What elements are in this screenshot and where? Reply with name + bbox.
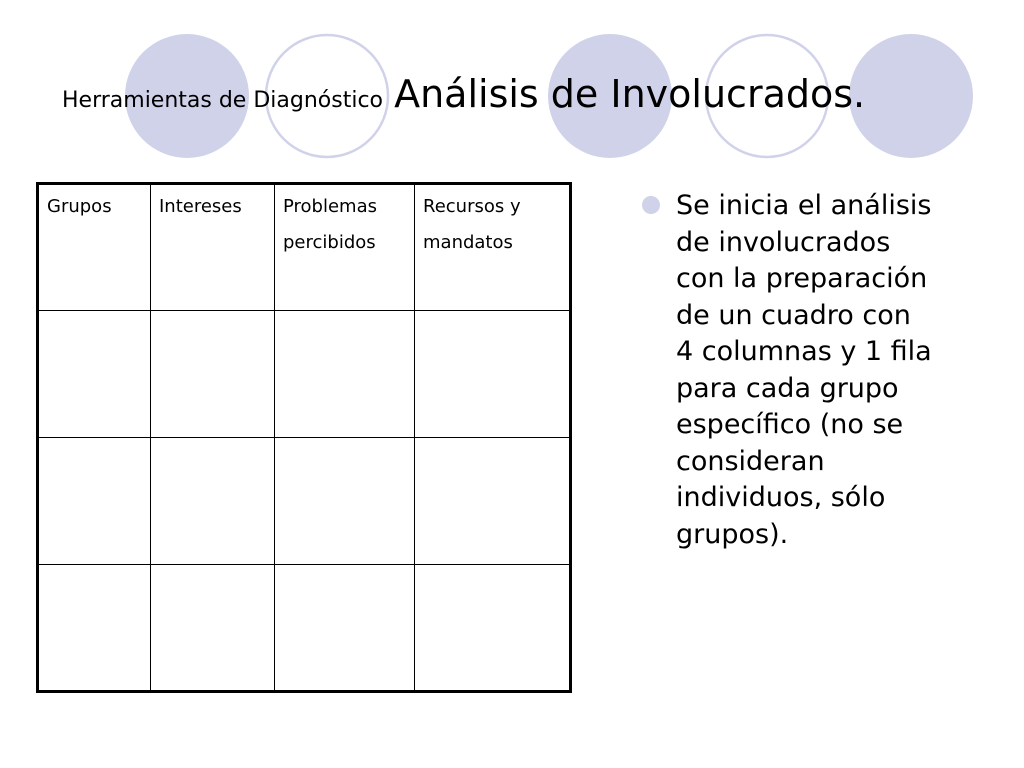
table-cell	[38, 311, 151, 438]
table-cell	[275, 311, 415, 438]
table-cell	[275, 438, 415, 565]
table-cell	[151, 565, 275, 692]
title-main: Análisis de Involucrados.	[394, 72, 866, 116]
table-header-row	[38, 184, 571, 311]
table-cell	[415, 565, 571, 692]
table-cell	[415, 438, 571, 565]
title-prefix: Herramientas de Diagnóstico	[62, 88, 383, 113]
table-cell	[415, 311, 571, 438]
table-cell	[38, 438, 151, 565]
table-row	[38, 311, 571, 438]
involucrados-table	[36, 182, 572, 693]
header-recursos-mandatos: Recursos y mandatos	[415, 184, 571, 311]
table-cell	[275, 565, 415, 692]
bullet-text: Se inicia el análisis de involucrados con la preparación de un cuadro con 4 columnas y 1 fila para cada grupo específico (no se consideran individuos, sólo grupos).	[676, 190, 932, 550]
header-intereses: Intereses	[151, 184, 275, 311]
header-problemas-percibidos: Problemas percibidos	[275, 184, 415, 311]
table-cell	[151, 438, 275, 565]
table-cell	[151, 311, 275, 438]
header-grupos: Grupos	[38, 184, 151, 311]
table-cell	[38, 565, 151, 692]
bullet-icon	[642, 196, 660, 214]
slide-title	[62, 72, 1002, 116]
table-row	[38, 438, 571, 565]
table-row	[38, 565, 571, 692]
